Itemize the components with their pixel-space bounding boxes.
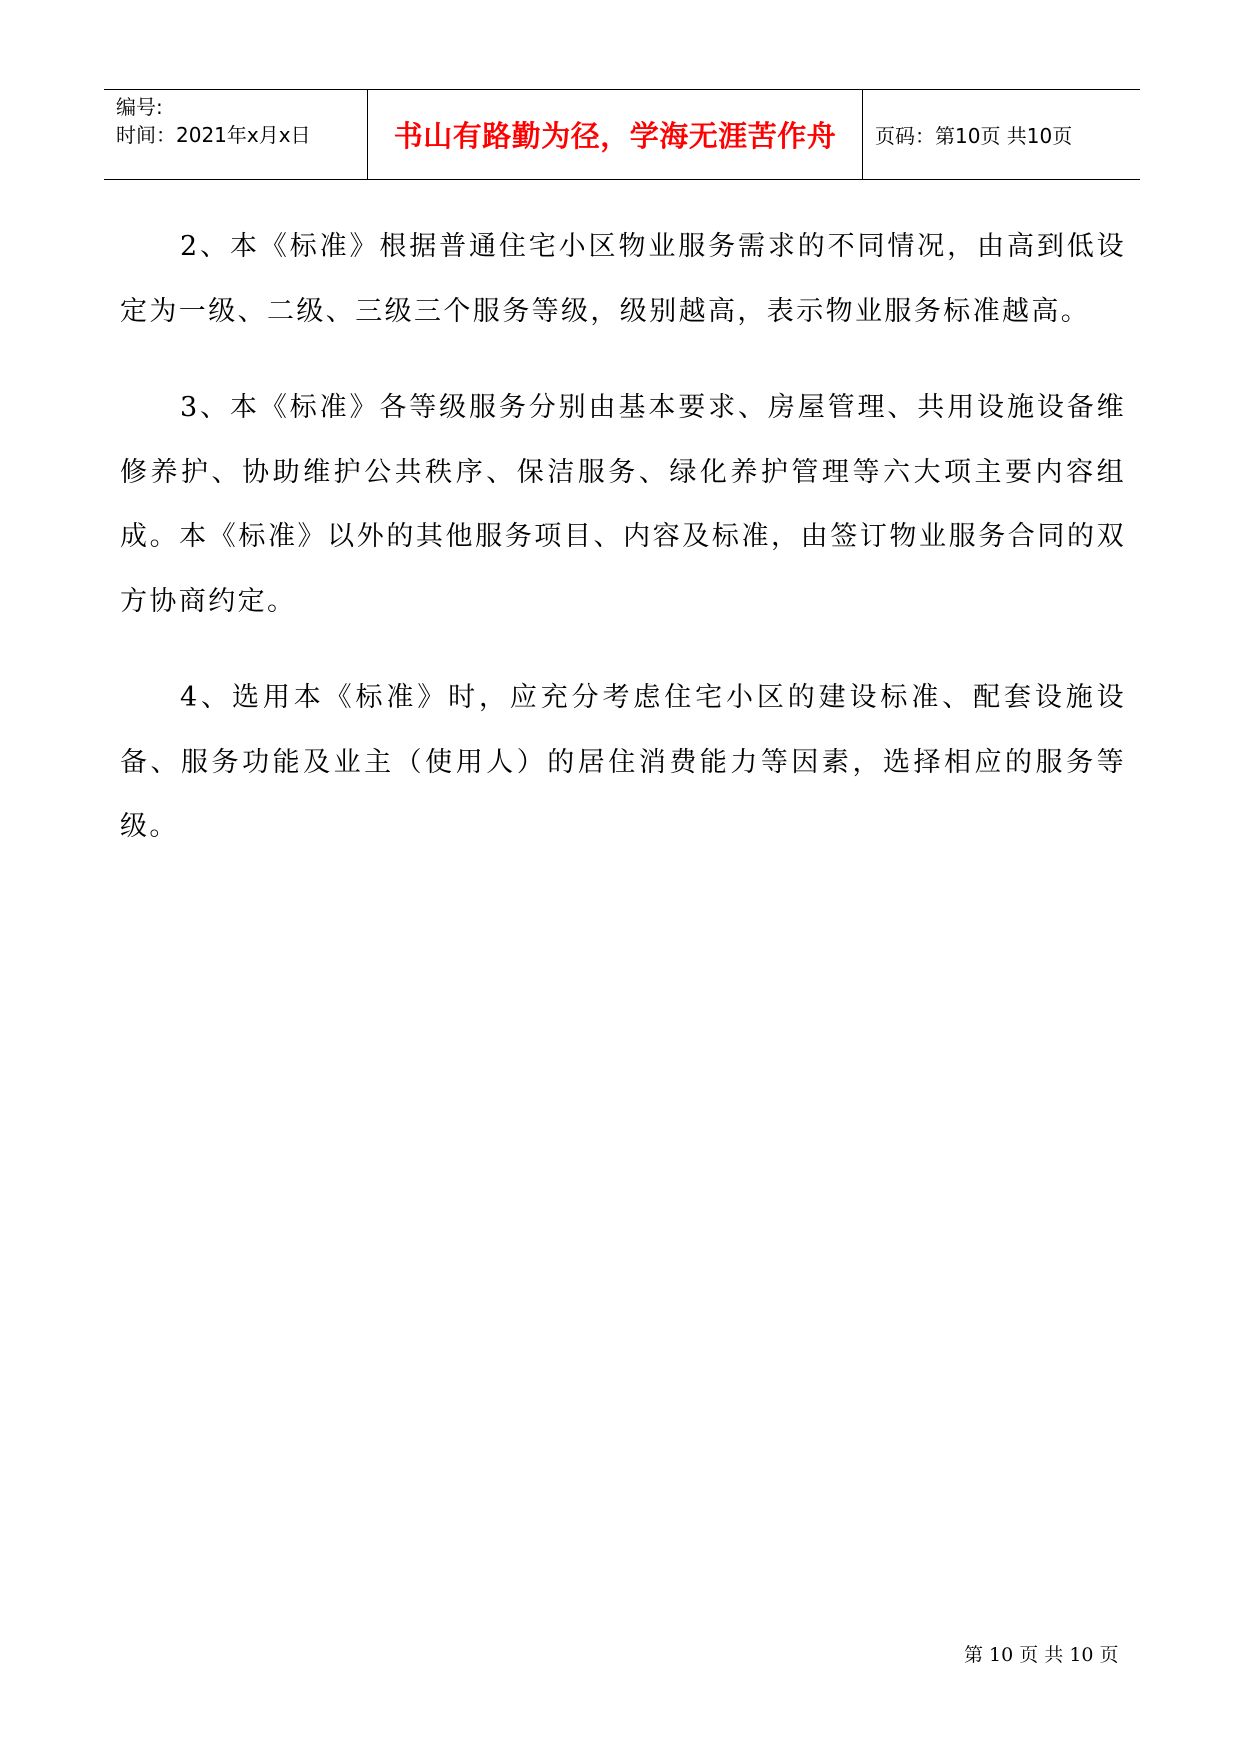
header-motto-cell	[368, 90, 863, 179]
paragraph-4: 4、选用本《标准》时，应充分考虑住宅小区的建设标准、配套设施设备、服务功能及业主（使用人）的居住消费能力等因素，选择相应的服务等级。	[120, 682, 1126, 842]
time-label: 时间：2021年x月x日	[116, 123, 311, 147]
document-body	[120, 215, 1126, 892]
header-info-cell	[104, 90, 368, 179]
footer-page-number: 第 10 页 共 10 页	[964, 1644, 1119, 1666]
serial-number-label: 编号:	[116, 95, 163, 119]
header-page-cell	[863, 90, 1140, 179]
motto-text: 书山有路勤为径，学海无涯苦作舟	[393, 119, 837, 153]
paragraph-3: 3、本《标准》各等级服务分别由基本要求、房屋管理、共用设施设备维修养护、协助维护公共秩序、保洁服务、绿化养护管理等六大项主要内容组成。本《标准》以外的其他服务项目、内容及标准，由签订物业服务合同的双方协商约定。	[120, 392, 1126, 617]
paragraph-2: 2、本《标准》根据普通住宅小区物业服务需求的不同情况，由高到低设定为一级、二级、三级三个服务等级，级别越高，表示物业服务标准越高。	[120, 231, 1126, 327]
header-table	[104, 89, 1140, 180]
page-code-label: 页码：第10页 共10页	[875, 124, 1073, 148]
